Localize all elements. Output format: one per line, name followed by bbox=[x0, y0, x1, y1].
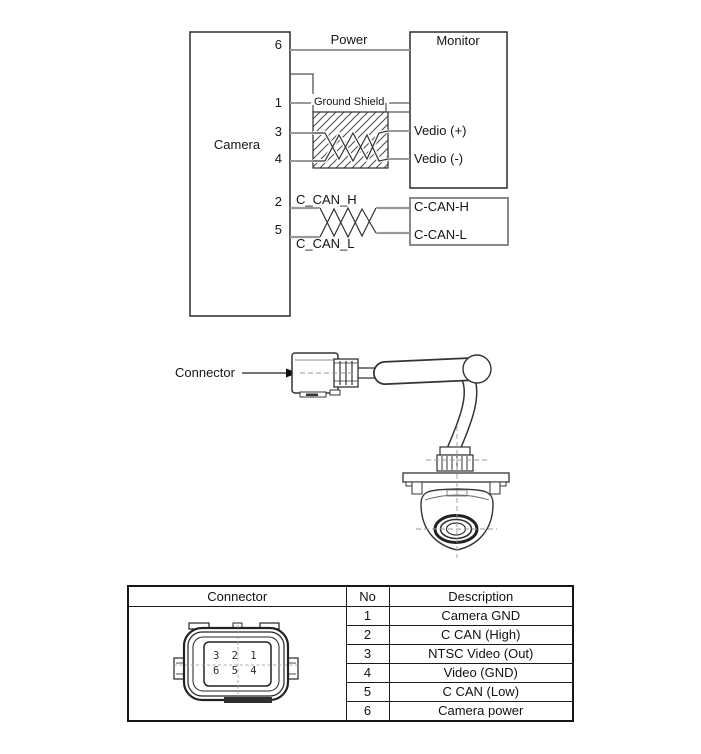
pinout-table bbox=[127, 585, 574, 722]
monitor-label: Monitor bbox=[436, 33, 480, 48]
can-low-label: C-CAN-L bbox=[414, 227, 467, 242]
pin-4-label: 4 bbox=[274, 151, 282, 166]
wiring-diagram bbox=[0, 0, 701, 330]
camera-box bbox=[190, 32, 290, 316]
header-description: Description bbox=[389, 586, 573, 607]
can-wires bbox=[290, 208, 410, 237]
pinout-table-wrap bbox=[127, 585, 574, 722]
pin-2-label: 2 bbox=[274, 194, 282, 209]
pin-no: 4 bbox=[346, 664, 389, 683]
camera-illustration bbox=[150, 330, 550, 575]
camera-cable bbox=[454, 374, 471, 448]
connector-bottom-key bbox=[224, 697, 272, 703]
pin-no: 3 bbox=[346, 645, 389, 664]
table-header-row bbox=[128, 586, 573, 607]
power-wire-label: Power bbox=[330, 32, 368, 47]
pin-cavity-area bbox=[204, 642, 271, 686]
pin-1-label: 1 bbox=[274, 95, 282, 110]
ground-shield-label: Ground Shield bbox=[314, 96, 385, 108]
video-plus-label: Vedio (+) bbox=[414, 123, 467, 138]
pin-no: 2 bbox=[346, 626, 389, 645]
pin-description: NTSC Video (Out) bbox=[389, 645, 573, 664]
strain-relief-nut bbox=[437, 447, 473, 471]
can-high-label: C-CAN-H bbox=[414, 199, 469, 214]
shield-drain-wire bbox=[290, 74, 313, 112]
can-high-wire-label: C_CAN_H bbox=[296, 192, 357, 207]
can-low-wire-label: C_CAN_L bbox=[296, 236, 355, 251]
pin-description: Camera power bbox=[389, 702, 573, 722]
connector-callout-label: Connector bbox=[175, 365, 235, 380]
connector-front-view bbox=[172, 621, 302, 707]
pin-no: 6 bbox=[346, 702, 389, 722]
connector-front-view-cell bbox=[128, 607, 346, 722]
pin-description: Camera GND bbox=[389, 607, 573, 626]
pin-description: Video (GND) bbox=[389, 664, 573, 683]
pin-numbers-bottom-row: 6 5 4 bbox=[213, 664, 260, 677]
pin-description: C CAN (High) bbox=[389, 626, 573, 645]
video-minus-label: Vedio (-) bbox=[414, 151, 464, 166]
camera-pin-numbers bbox=[275, 37, 282, 237]
camera-label: Camera bbox=[213, 137, 261, 152]
pin-description: C CAN (Low) bbox=[389, 683, 573, 702]
header-connector: Connector bbox=[128, 586, 346, 607]
cable-boot bbox=[385, 355, 491, 383]
table-row bbox=[128, 607, 573, 626]
pin-3-label: 3 bbox=[274, 124, 282, 139]
pin-numbers-top-row: 3 2 1 bbox=[213, 649, 260, 662]
pin-5-label: 5 bbox=[274, 222, 282, 237]
pin-6-label: 6 bbox=[274, 37, 282, 52]
header-no: No bbox=[346, 586, 389, 607]
pin-no: 5 bbox=[346, 683, 389, 702]
pin-no: 1 bbox=[346, 607, 389, 626]
